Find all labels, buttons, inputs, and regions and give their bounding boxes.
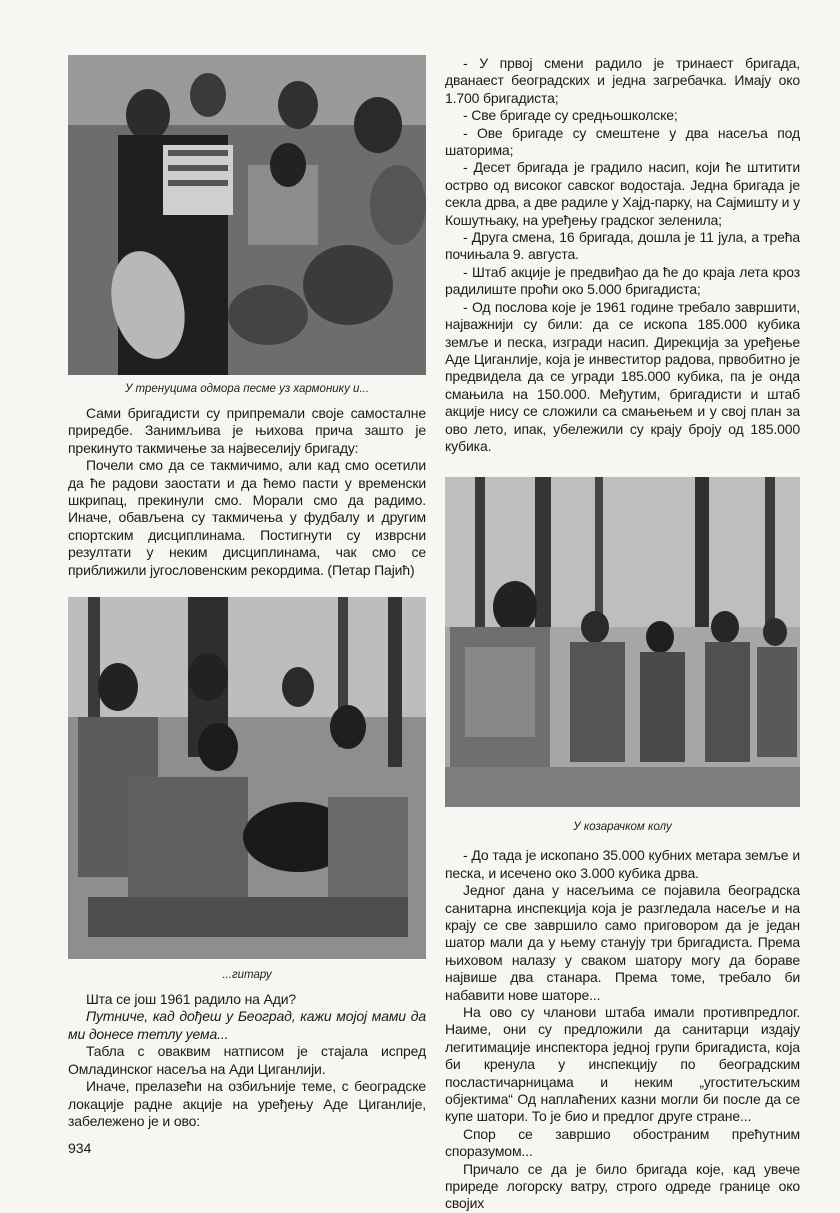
- photo-accordion-singing: [68, 55, 426, 375]
- paragraph: Сами бригадисти су припремали своје самосталне приредбе. Занимљива је њихова прича зашто је прекинуто такмичење за највеселију бригаду:: [68, 405, 426, 456]
- list-item: - Десет бригада је градило насип, који ће штитити острво од високог савског водостаја. Једна бригада је секла дрва, а две радиле у Хајд-парку, на Сајмишту и у Кошутњаку, на уређењу градског зеленила;: [445, 159, 800, 228]
- list-item: - Штаб акције је предвиђао да ће до краја лета кроз радилиште проћи око 5.000 бригадиста;: [445, 263, 800, 298]
- photo-kozara-kolo: [445, 477, 800, 807]
- page-number: 934: [68, 1140, 92, 1156]
- paragraph: Почели смо да се такмичимо, али кад смо осетили да ће радови заостати и да ћемо пасти у временски шкрипац, прекинули смо. Морали смо да радимо. Иначе, обављена су такмичења у фудбалу и другим спортским дисциплинама. Постигнути су изврсни резултати у неким дисциплинама, чак смо се приближили југословенским рекордима. (Петар Пајић): [68, 457, 426, 578]
- list-item: - Све бригаде су средњошколске;: [463, 107, 678, 124]
- paragraph: Спор се завршио обостраним прећутним споразумом...: [445, 1125, 800, 1160]
- list-item: - Друга смена, 16 бригада, дошла је 11 јула, а трећа почињала 9. августа.: [445, 229, 800, 263]
- paragraph: Причало се да је било бригада које, кад увече приреде логорску ватру, строго одреде границе око својих: [445, 1160, 800, 1212]
- photo-caption-2: ...гитару: [222, 969, 272, 982]
- paragraph: Табла с оваквим натписом је стајала испред Омладинског насеља на Ади Циганлији.: [68, 1043, 426, 1077]
- list-item: - Ове бригаде су смештене у два насеља под шаторима;: [445, 124, 800, 159]
- right-column: [445, 55, 800, 1213]
- photo-caption-1: У тренуцима одмора песме уз хармонику и...: [124, 383, 370, 395]
- list-item: - Од послова које је 1961 године требало завршити, најважнији су били: да се ископа 185.000 кубика земље и песка, изгради насип. Дирекција за уређење Аде Циганлије, која је инвеститор радова, првобитно је предвидела да се угради 185.000 кубика, па је онда смањила на 150.000. Међутим, бригадисти и штаб акције нису се сложили са смањењем и у свој план за ово лето, ипак, убележили су крају броју од 185.000 кубика.: [445, 298, 800, 454]
- section-heading: Шта се још 1961 радило на Ади?: [86, 991, 297, 1008]
- italic-quote: Путниче, кад дођеш у Београд, кажи мојој мами да ми донесе тетлу уема...: [68, 1008, 426, 1042]
- paragraph: Иначе, прелазећи на озбиљније теме, с београдске локације радне акције на уређењу Аде Циганлије, забележено је и ово:: [68, 1078, 426, 1129]
- left-column: [68, 55, 426, 1130]
- list-item: - У првој смени радило је тринаест бригада, дванаест београдских и једна загребачка. Имају око 1.700 бригадиста;: [445, 55, 800, 106]
- photo-caption-3: У козарачком колу: [573, 821, 672, 834]
- paragraph: На ово су чланови штаба имали противпредлог. Наиме, они су предложили да санитарци издају легитимације инспектора једној групи бригадиста, која би кренула у инспекцију по београдским посластичарницама и неким „угоститељским објектима“ Од наплаћених казни могли би после да се купе шатори. То је био и предлог друге стране...: [445, 1004, 800, 1125]
- paragraph: - До тада је ископано 35.000 кубних метара земље и песка, и исечено око 3.000 кубика дрва.: [445, 847, 800, 881]
- paragraph: Једног дана у насељима се појавила београдска санитарна инспекција која је разгледала насеље и на крају се све завршило само приговором да је један шатор мали да у њему станују три бригадиста. Према њиховом налазу у сваком шатору могу да бораве највише два станара. Према томе, требало би набавити нове шаторе...: [445, 882, 800, 1003]
- photo-guitar-group: [68, 597, 426, 959]
